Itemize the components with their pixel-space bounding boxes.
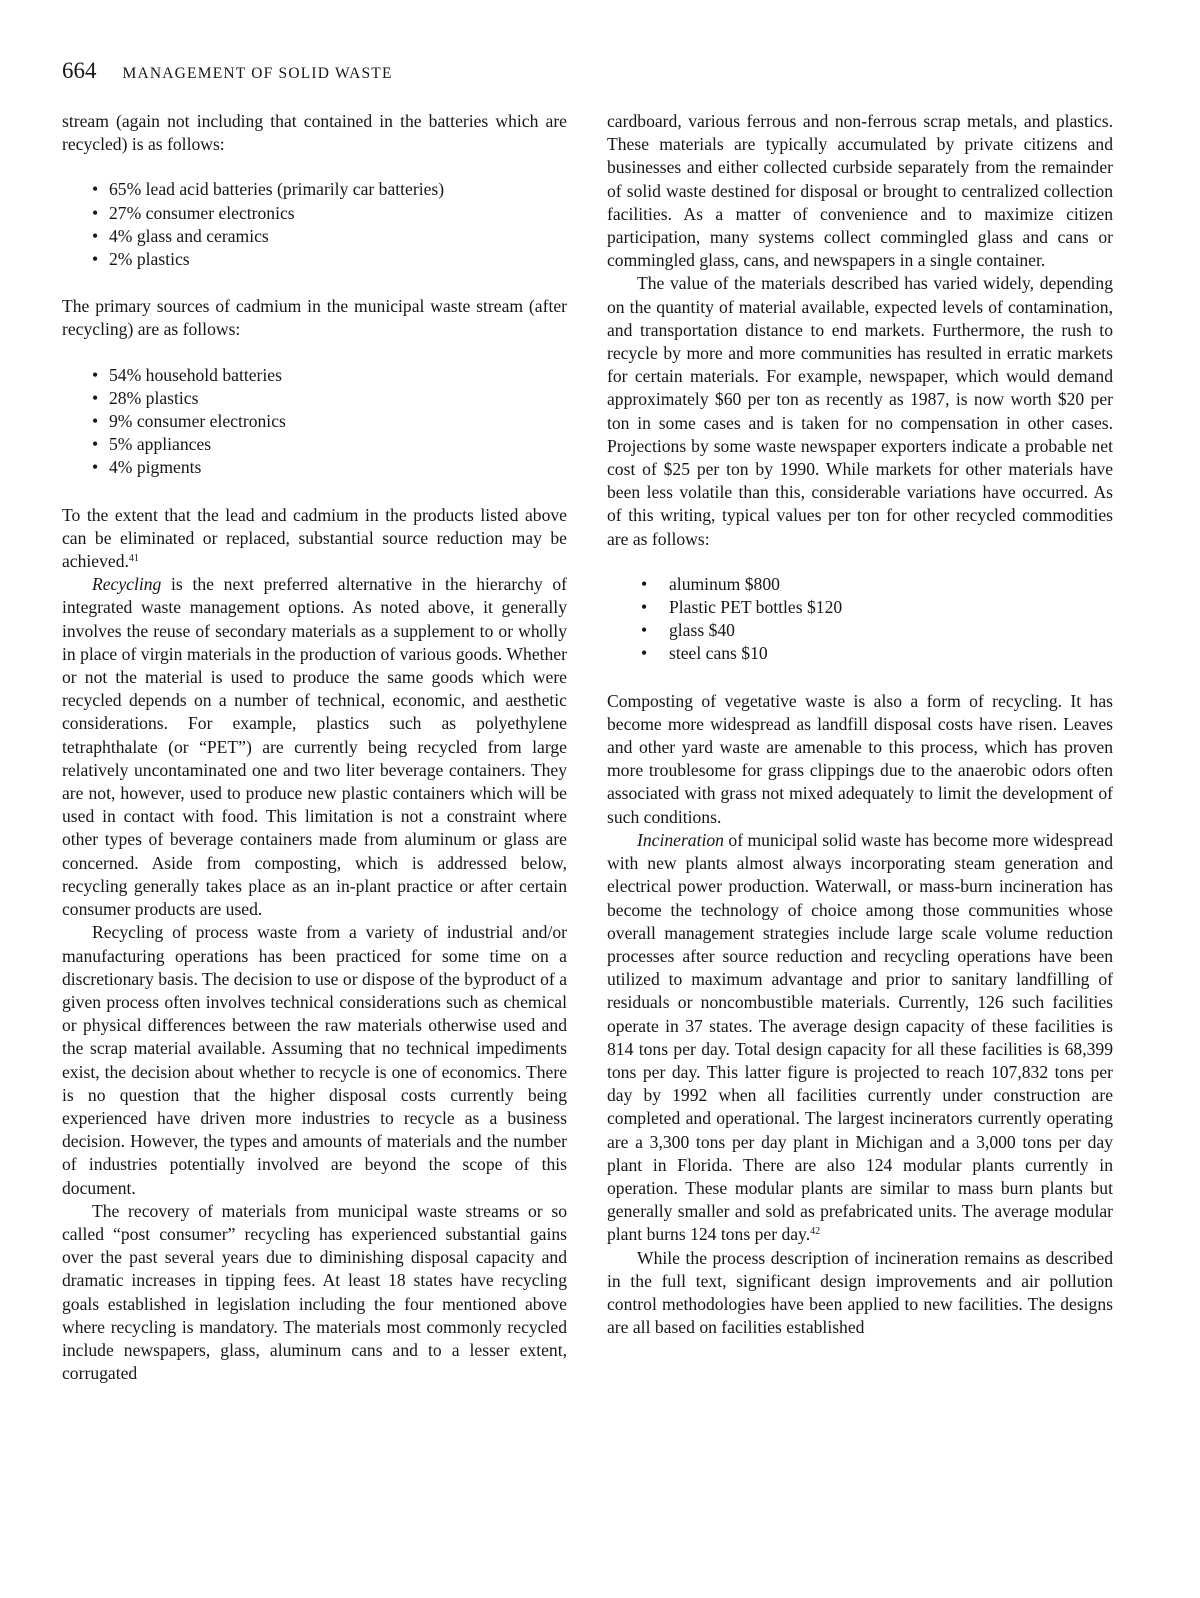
left-column bbox=[62, 110, 567, 1385]
page-header bbox=[62, 58, 393, 84]
list-item: • 9% consumer electronics bbox=[62, 410, 567, 433]
term: Incineration bbox=[637, 829, 724, 850]
paragraph-text: is the next preferred alternative in the hierarchy of integrated waste management options. As noted above, it generally involves the reuse of secondary materials as a supplement to or wholly in place of virgin materials in the production of various goods. Whether or not the material is used to produce the same goods which were recycled depends on a number of technical, economic, and aesthetic considerations. For example, plastics such as polyethylene tetraphthalate (or “PET”) are currently being recycled from large relatively uncontaminated one and two liter beverage containers. They are not, however, used to produce new plastic containers which will be used in contact with food. This limitation is not a constraint where other types of beverage containers made from aluminum or glass are concerned. Aside from composting, which is addressed below, recycling generally takes place as an in-plant practice or after certain consumer products are used. bbox=[62, 574, 567, 920]
list-item: • glass $40 bbox=[607, 619, 1113, 642]
list-item: • aluminum $800 bbox=[607, 573, 1113, 596]
list-item: • 5% appliances bbox=[62, 433, 567, 456]
paragraph: Composting of vegetative waste is also a form of recycling. It has become more widespread as landfill disposal costs have risen. Leaves and other yard waste are amenable to this process, which has proven more troublesome for grass clippings due to the anaerobic odors often associated with grass not mixed adequately to limit the development of such conditions. bbox=[607, 690, 1113, 827]
page-number: 664 bbox=[62, 58, 97, 83]
list-item: • 65% lead acid batteries (primarily car batteries) bbox=[62, 178, 567, 201]
list-item: • 2% plastics bbox=[62, 248, 567, 271]
list-item: • 28% plastics bbox=[62, 387, 567, 410]
list-item: • 4% pigments bbox=[62, 456, 567, 479]
list-item: • steel cans $10 bbox=[607, 642, 1113, 665]
paragraph-text: of municipal solid waste has become more widespread with new plants almost always incorporating steam generation and electrical power production. Waterwall, or mass-burn incineration has become the technology of choice among those communities whose overall management strategies include large scale volume reduction processes after source reduction and recycling operations have been utilized to maximum advantage and prior to sanitary landfilling of residuals or noncombustible materials. Currently, 126 such facilities operate in 37 states. The average design capacity of these facilities is 814 tons per day. Total design capacity for all these facilities is 68,399 tons per day. This latter figure is projected to reach 107,832 tons per day by 1992 when all facilities currently under construction are completed and operational. The largest incinerators currently operating are a 3,300 tons per day plant in Michigan and a 3,000 tons per day plant in Florida. There are also 124 modular plants currently in operation. These modular plants are similar to mass burn plants but generally smaller and sold as prefabricated units. The average modular plant burns 124 tons per day. bbox=[607, 829, 1113, 1245]
list-item: • 4% glass and ceramics bbox=[62, 225, 567, 248]
paragraph: While the process description of incineration remains as described in the full text, significant design improvements and air pollution control methodologies have been applied to new facilities. The designs are all based on facilities established bbox=[607, 1247, 1113, 1338]
list-item: • 54% household batteries bbox=[62, 364, 567, 387]
paragraph-text: To the extent that the lead and cadmium in the products listed above can be eliminated or replaced, substantial source reduction may be achieved. bbox=[62, 504, 567, 572]
paragraph: cardboard, various ferrous and non-ferrous scrap metals, and plastics. These materials are typically accumulated by private citizens and businesses and either collected curbside separately from the remainder of solid waste destined for disposal or brought to centralized collection facilities. As a matter of convenience and to maximize citizen participation, many systems collect commingled glass and cans or commingled glass, cans, and newspapers in a single container. bbox=[607, 111, 1113, 271]
footnote-ref: 42 bbox=[810, 1226, 821, 1238]
paragraph: The recovery of materials from municipal waste streams or so called “post consumer” recycling has experienced substantial gains over the past several years due to diminishing disposal capacity and dramatic increases in tipping fees. At least 18 states have recycling goals established in legislation including the four mentioned above where recycling is mandatory. The materials most commonly recycled include newspapers, glass, aluminum cans and to a lesser extent, corrugated bbox=[62, 1200, 567, 1384]
term: Recycling bbox=[92, 574, 162, 595]
cadmium-sources-list bbox=[62, 364, 567, 480]
paragraph: The value of the materials described has varied widely, depending on the quantity of material available, expected levels of contamination, and transportation distance to end markets. Furthermore, the rush to recycle by more and more communities has resulted in erratic markets for certain materials. For example, newspaper, which would demand approximately $60 per ton as recently as 1987, is now worth $20 per ton in some cases and is taken for no compensation in other cases. Projections by some waste newspaper exporters indicate a probable net cost of $25 per ton by 1990. While markets for other materials have been less volatile than this, considerable variations have occurred. As of this writing, typical values per ton for other recycled commodities are as follows: bbox=[607, 273, 1113, 549]
running-title: MANAGEMENT OF SOLID WASTE bbox=[122, 65, 393, 82]
list-item: • Plastic PET bottles $120 bbox=[607, 596, 1113, 619]
footnote-ref: 41 bbox=[128, 553, 139, 565]
commodity-values-list bbox=[607, 573, 1113, 666]
paragraph: Recycling of process waste from a variety of industrial and/or manufacturing operations has been practiced for some time on a discretionary basis. The decision to use or dispose of the byproduct of a given process often involves technical considerations such as chemical or physical differences between the raw materials otherwise used and the scrap material available. Assuming that no technical impediments exist, the decision about whether to recycle is one of economics. There is no question that the higher disposal costs currently being experienced have driven more industries to recycle as a business decision. However, the types and amounts of materials and the number of industries potentially involved are beyond the scope of this document. bbox=[62, 922, 567, 1198]
right-column bbox=[607, 110, 1113, 1339]
lead-sources-list bbox=[62, 178, 567, 271]
paragraph bbox=[62, 504, 567, 574]
paragraph: The primary sources of cadmium in the municipal waste stream (after recycling) are as follows: bbox=[62, 296, 567, 340]
paragraph: stream (again not including that contained in the batteries which are recycled) is as follows: bbox=[62, 111, 567, 155]
list-item: • 27% consumer electronics bbox=[62, 202, 567, 225]
paragraph bbox=[62, 573, 567, 921]
paragraph bbox=[607, 829, 1113, 1247]
